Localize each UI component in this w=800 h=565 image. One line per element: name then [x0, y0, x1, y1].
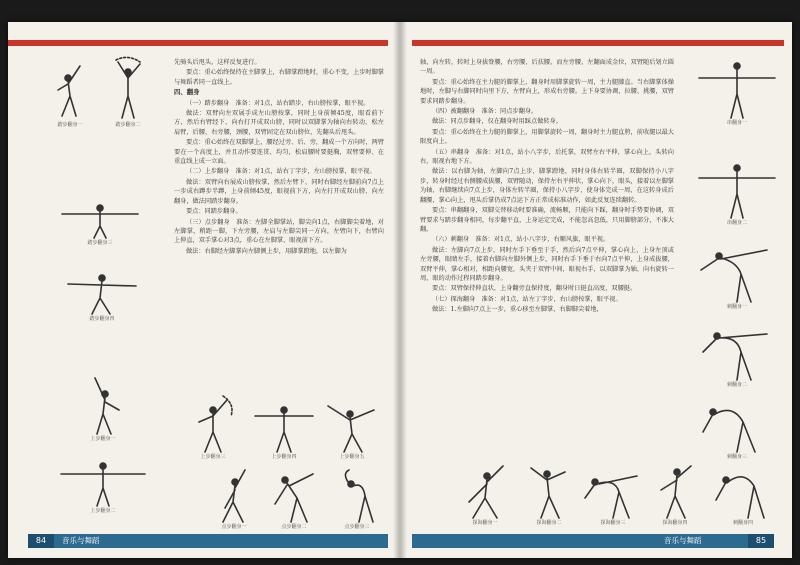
figure-caption: 探海翻身四 — [662, 520, 688, 526]
figure-caption: 踏步翻身四 — [89, 316, 115, 322]
paragraph: （五）串翻身 准备：对1点，站小八字步，后托掌，双臂左右平伸，掌心向上，头转向右，眼视右地下方。 — [420, 148, 674, 166]
dancer-figure-icon — [57, 458, 149, 508]
paragraph: 轴，向左转，转时上身拔脊腰，右旁腰，后扶腰，而左旁腰，左翻面成金位，双臂随后划立圆一周。 — [420, 59, 674, 76]
footer-bar — [28, 534, 388, 548]
figure-caption: 上步翻身四 — [271, 454, 297, 460]
paragraph: （四）被翻翻身 准备：同点步翻身。 — [432, 108, 538, 116]
dancer-figure-icon — [249, 392, 319, 454]
header-red-bar — [8, 40, 388, 46]
dancer-figure-icon — [329, 468, 385, 524]
dancer-figure-icon — [708, 462, 778, 520]
dancer-figure-icon — [697, 398, 777, 454]
figure-caption: 踏步翻身二 — [115, 122, 141, 128]
figure-pierce-turn-1 — [692, 244, 782, 311]
book-spread — [8, 22, 792, 558]
figure-caption: 刺翻身二 — [726, 382, 747, 388]
figure-caption: 探海翻身三 — [600, 520, 626, 526]
paragraph: 做法：1.左脚向7点上一步，重心移至左脚掌，右脚脚尖着地， — [432, 306, 603, 314]
left-text-column — [174, 58, 384, 257]
paragraph: 要点：双臂保持伸直状，上身翻旁直保持度，翻身时日挺直高度，双腰挺。 — [432, 285, 637, 293]
figure-step-turn-1 — [44, 56, 96, 129]
paragraph: （六）刺翻身 准备：对1点，站小八字步，右顺风旗，眼平视。 — [432, 236, 610, 244]
figure-caption: 串翻身二 — [726, 220, 747, 226]
paragraph: 要点：重心始终在双脚掌上，腰经过旁、后、旁，翻成一个方向时，两臂要在一个高度上，并且动作要连贯、均匀，松肩腰时要挺胸，双臂要伸、在重直线上成一立面。 — [174, 139, 384, 166]
figure-caption: 点步翻身二 — [281, 524, 307, 530]
dancer-figure-icon — [50, 56, 90, 122]
figure-caption: 踏步翻身一 — [57, 122, 83, 128]
figure-chain-turn-2 — [692, 158, 782, 227]
dancer-figure-icon — [695, 158, 779, 220]
figure-caption: 探海翻身一 — [472, 520, 498, 526]
dancer-figure-icon — [108, 56, 148, 122]
header-red-bar — [412, 40, 784, 46]
right-page — [400, 22, 792, 558]
figure-caption: 点步翻身三 — [344, 524, 370, 530]
paragraph: 做法：右脚经左脚掌向左脚侧上步，用脚掌蹬地，以左脚为 — [186, 247, 347, 255]
dancer-figure-icon — [183, 392, 243, 454]
page-number: 84 — [28, 534, 54, 548]
book-gutter — [393, 22, 407, 558]
figure-forward-turn-3 — [178, 392, 248, 461]
paragraph: 要点：重心始终保持在主脚掌上，右脚掌蹬地时，重心不变，上步时脚掌与舞蹈者同一直线上。 — [174, 69, 384, 86]
figure-caption: 刺翻身四 — [732, 520, 753, 526]
figure-chain-turn-1 — [692, 56, 782, 127]
figure-forward-turn-4 — [244, 392, 324, 461]
dancer-figure-icon — [320, 392, 384, 454]
paragraph: 做法：同点步翻身，仅在翻身时用踩点做转身。 — [432, 118, 562, 126]
paragraph: 先骑头后甩头，这样反复进行。 — [174, 59, 261, 66]
figure-point-turn-3 — [324, 468, 390, 531]
figure-caption: 踏步翻身三 — [87, 240, 113, 246]
dancer-figure-icon — [58, 200, 142, 240]
right-text-column — [420, 58, 674, 316]
dancer-figure-icon — [581, 462, 645, 520]
figure-caption: 刺翻身一 — [726, 304, 747, 310]
figure-step-turn-2 — [102, 56, 154, 129]
figure-caption: 上步翻身三 — [200, 454, 226, 460]
dancer-figure-icon — [267, 468, 321, 524]
dancer-figure-icon — [521, 462, 577, 520]
footer-bar — [412, 534, 774, 548]
dancer-figure-icon — [75, 372, 131, 436]
paragraph: 要点：串翻翻身，双脚交替移动时要准确，流畅顺，只能向下踩，翻身时手势要协调，双臂要求与踏步翻身相同，每步翻平直，上身运定完成，不能忽高忽低，只用脚膀部分，不准大翻。 — [420, 207, 674, 233]
figure-step-turn-3 — [50, 200, 150, 247]
dancer-figure-icon — [697, 322, 777, 382]
figure-pierce-turn-4 — [704, 462, 782, 527]
paragraph: 做法：以右脚为轴，左脚向7点上步，脚掌蹬地，同时身体右转半圈，双脚保持小八字步，转身时经过右侧腰成拔腰，双臂随动，保持左右平伸状，掌心向下，眼头，接着以左脚掌为轴，右脚继续向7点上步，身体左转半圈，保持小八字步，使身体完成一周，在这转身成后翻腰，掌心向上，甩头后掌仍成7点运下方正常成标准动作，如此反复连续翻转。 — [420, 168, 674, 204]
footer-book-title: 音乐与舞蹈 — [62, 536, 100, 545]
paragraph: （二）上步翻身 准备：对1点，站右丁字步，左山膀按掌，眼平视。 — [186, 168, 376, 176]
figure-caption: 刺翻身三 — [726, 454, 747, 460]
figure-sea-turn-3 — [578, 462, 648, 527]
dancer-figure-icon — [457, 462, 513, 520]
paragraph: 做法：左脚向7点上步，同时左手下垂至于手，然后向7点平伸，掌心向上，上身左顶或左旁腰，眼睛左手，接着右脚向左脚外侧上步，同时右手下垂于右向7点平伸，上身成拔腰，双臂平伸，掌心相对，相距向腰宽，头夹于双臂中间，眼视右手，以双脚掌为轴，向右旋转一周，眼的动作过程同踏步翻身。 — [420, 246, 674, 282]
left-page — [8, 22, 400, 558]
section-heading: 四、翻身 — [174, 88, 200, 97]
page-number: 85 — [748, 534, 774, 548]
figure-forward-turn-1 — [58, 372, 148, 443]
paragraph: （一）踏步翻身 准备：对1点，站右踏步，右山膀按掌，眼平视。 — [186, 99, 370, 107]
dancer-figure-icon — [647, 462, 703, 520]
dancer-figure-icon — [695, 56, 779, 120]
figure-pierce-turn-2 — [692, 322, 782, 389]
figure-caption: 点步翻身一 — [221, 524, 247, 530]
dancer-figure-icon — [62, 268, 142, 316]
paragraph: 要点：重心始终在主力腿的脚掌上，翻身时用脚掌旋转一周，主力腿膝直。当右脚掌体操地时，左脚与右脚同时向里下方，左臂向上，形成右旁腰。上下身要协调，拉腰、挑腰，双臂要求同踏步翻身。 — [420, 78, 674, 105]
paragraph: （三）点步翻身 准备：左脚全脚掌站，脚尖向1点，右脚脚尖着地，对左脚掌，稍距一脚，下左旁腰，左肩与左脚尖同一方向，左臂向下，右臂向上伸直，双手掌心对3点，重心在左脚掌，眼视前下方。 — [174, 218, 384, 245]
figure-forward-turn-5 — [314, 392, 390, 461]
figure-caption: 上步翻身一 — [90, 436, 116, 442]
figure-sea-turn-1 — [454, 462, 516, 527]
dancer-figure-icon — [209, 468, 259, 524]
figure-caption: 上步翻身二 — [90, 508, 116, 514]
figure-sea-turn-4 — [644, 462, 706, 527]
paragraph: 做法：双臂向右展成山膀按掌，然后左臂下，同时右脚经左脚前向7点上一步成右蹲步半蹲，上身前倾45度，眼视前下方，向左打开成双山膀，向左翻身，做法同踏步翻身。 — [174, 178, 384, 205]
paragraph: （七）探海翻身 准备：对1点，站左丁字步，右山膀按掌，眼平视。 — [432, 295, 622, 303]
figure-point-turn-1 — [204, 468, 264, 531]
figure-forward-turn-2 — [48, 458, 158, 515]
paragraph: 要点：同踏步翻身。 — [186, 208, 242, 216]
figure-caption: 串翻身一 — [726, 120, 747, 126]
paragraph: 做法：双臂向左双展手成左山膀按掌，同时上身前倾45度，眼看前下方，然后右臂经下、向右打开成双山膀，同时以双脚掌为轴向右转动，松左肩臂，后腰、右旁腰，颈腰，双臂固定在双山膀位，先翻头后甩头。 — [174, 110, 384, 136]
dancer-figure-icon — [697, 244, 777, 304]
figure-point-turn-2 — [264, 468, 324, 531]
figure-caption: 上步翻身五 — [339, 454, 365, 460]
figure-pierce-turn-3 — [692, 398, 782, 461]
figure-caption: 探海翻身二 — [536, 520, 562, 526]
footer-book-title: 音乐与舞蹈 — [664, 536, 702, 545]
figure-step-turn-4 — [52, 268, 152, 323]
figure-sea-turn-2 — [518, 462, 580, 527]
paragraph: 要点：重心始终在主力腿的脚掌上，用脚掌旋转一周，翻身时主力腿直胯，前收腿以最大限度向上。 — [420, 128, 674, 146]
